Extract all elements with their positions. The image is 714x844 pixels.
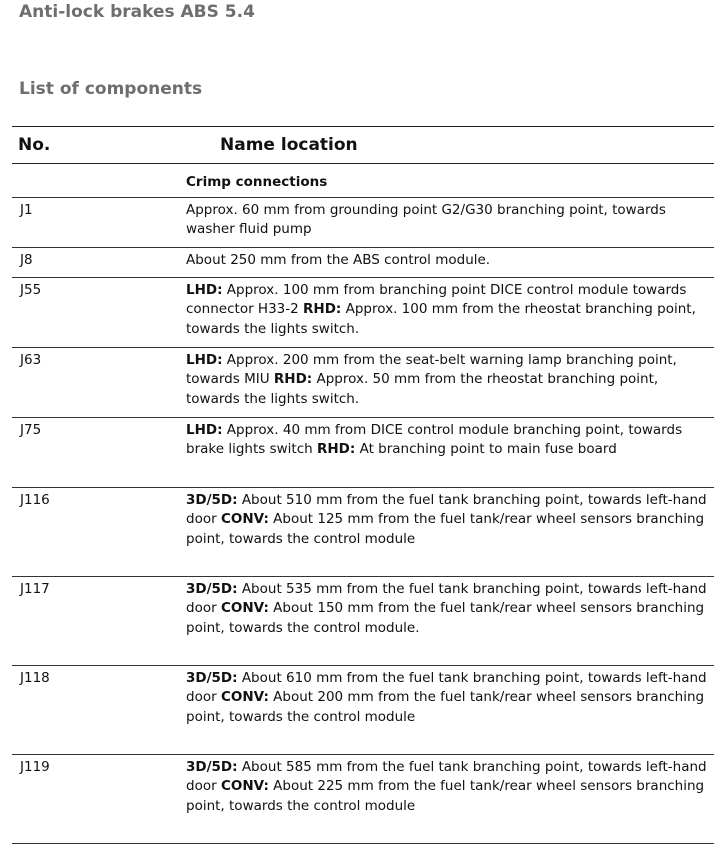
conv-text: About 200 mm from the fuel tank/rear wheel sensors branching point, towards the control module xyxy=(186,689,705,725)
row-location xyxy=(186,417,714,487)
location-text: Approx. 60 mm from grounding point G2/G30 branching point, towards washer fluid pump xyxy=(186,201,666,237)
body-3d5d-text: About 510 mm from the fuel tank branching point, towards left-hand door xyxy=(186,491,707,527)
table-row xyxy=(12,487,714,576)
section-title: List of components xyxy=(19,79,203,99)
row-number: J63 xyxy=(20,351,42,368)
rhd-label: RHD: xyxy=(316,441,356,457)
table-row xyxy=(12,754,714,843)
lhd-text: Approx. 100 mm from branching point DICE control module towards connector H33-2 xyxy=(186,281,687,317)
row-location xyxy=(186,197,714,247)
rhd-text: Approx. 100 mm from the rheostat branching point, towards the lights switch. xyxy=(186,301,696,337)
conv-label: CONV: xyxy=(220,511,269,527)
lhd-label: LHD: xyxy=(186,421,223,438)
body-3d5d-label: 3D/5D: xyxy=(186,758,238,775)
conv-text: About 150 mm from the fuel tank/rear wheel sensors branching point, towards the control module. xyxy=(186,600,705,636)
conv-text: About 225 mm from the fuel tank/rear wheel sensors branching point, towards the control module xyxy=(186,778,705,814)
lhd-label: LHD: xyxy=(186,281,223,298)
table-row xyxy=(12,417,714,487)
row-number: J55 xyxy=(20,281,42,298)
row-number: J118 xyxy=(20,669,50,686)
row-number: J117 xyxy=(20,580,50,597)
rhd-label: RHD: xyxy=(303,301,342,317)
body-3d5d-text: About 585 mm from the fuel tank branching point, towards left-hand door xyxy=(186,758,707,794)
document-title: Anti-lock brakes ABS 5.4 xyxy=(19,2,255,22)
table-row xyxy=(12,665,714,754)
group-row-no-cell xyxy=(12,164,186,198)
row-number: J75 xyxy=(20,421,42,438)
table-header xyxy=(12,127,714,164)
lhd-text: Approx. 200 mm from the seat-belt warning lamp branching point, towards MIU xyxy=(186,351,677,387)
location-text: About 250 mm from the ABS control module. xyxy=(186,251,491,268)
body-3d5d-label: 3D/5D: xyxy=(186,580,238,597)
rhd-label: RHD: xyxy=(273,371,313,387)
table-header-row xyxy=(12,127,714,164)
table-row xyxy=(12,247,714,277)
table-body xyxy=(12,164,714,844)
row-number: J8 xyxy=(20,251,33,268)
lhd-text: Approx. 40 mm from DICE control module branching point, towards brake lights switch xyxy=(186,421,683,457)
row-location xyxy=(186,487,714,576)
table-row xyxy=(12,277,714,347)
group-row-crimp-connections xyxy=(12,164,714,198)
conv-label: CONV: xyxy=(220,778,269,794)
body-3d5d-label: 3D/5D: xyxy=(186,669,238,686)
row-number: J119 xyxy=(20,758,50,775)
column-header-no: No. xyxy=(18,135,51,155)
body-3d5d-text: About 610 mm from the fuel tank branching point, towards left-hand door xyxy=(186,669,707,705)
group-label: Crimp connections xyxy=(186,174,328,190)
row-location xyxy=(186,576,714,665)
body-3d5d-label: 3D/5D: xyxy=(186,491,238,508)
conv-label: CONV: xyxy=(220,600,269,616)
conv-label: CONV: xyxy=(220,689,269,705)
table-row xyxy=(12,347,714,417)
table-row xyxy=(12,197,714,247)
rhd-text: Approx. 50 mm from the rheostat branching point, towards the lights switch. xyxy=(186,371,659,407)
row-location xyxy=(186,247,714,277)
row-number: J1 xyxy=(20,201,33,218)
components-table xyxy=(12,126,714,844)
row-location xyxy=(186,347,714,417)
table-row xyxy=(12,576,714,665)
row-location xyxy=(186,754,714,843)
rhd-text: At branching point to main fuse board xyxy=(355,441,617,457)
row-location xyxy=(186,665,714,754)
column-header-name-location: Name location xyxy=(220,135,358,155)
lhd-label: LHD: xyxy=(186,351,223,368)
conv-text: About 125 mm from the fuel tank/rear wheel sensors branching point, towards the control module xyxy=(186,511,705,547)
row-location xyxy=(186,277,714,347)
body-3d5d-text: About 535 mm from the fuel tank branching point, towards left-hand door xyxy=(186,580,707,616)
row-number: J116 xyxy=(20,491,50,508)
